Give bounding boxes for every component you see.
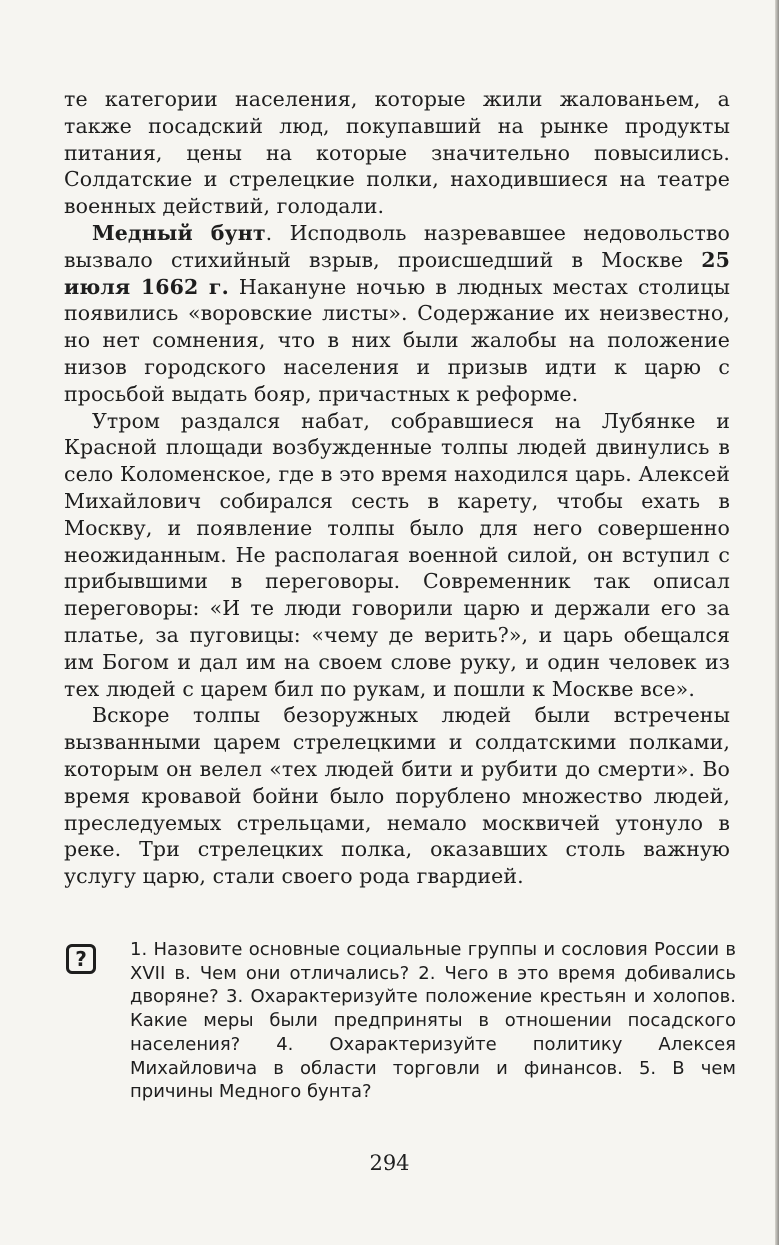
paragraph-3: Утром раздался набат, собравшиеся на Лубянке и Красной площади возбужденные толпы людей двинулись в село Коломенское, где в это время находился царь. Алексей Михайлович собирался сесть в карету, чтобы ехать в Москву, и появление толпы было для него совершенно неожиданным. Не располагая военной силой, он вступил с прибывшими в переговоры. Современник так описал переговоры: «И те люди говорили царю и держали его за платье, за пуговицы: «чему де верить?», и царь обещался им Богом и дал им на своем слове руку, и один человек из тех людей с царем бил по рукам, и пошли к Москве все».	[64, 408, 730, 701]
question-mark-icon: ?	[66, 944, 96, 974]
date-highlight: 25 июля 1662 г.	[64, 247, 730, 299]
paragraph-2-part1: . Исподволь назревавшее недовольство вызвало стихийный взрыв, происшедший в Москве	[64, 220, 730, 272]
paragraph-2	[64, 220, 730, 408]
questions-block	[66, 938, 736, 1104]
section-heading: Медный бунт	[92, 220, 266, 245]
paragraph-4: Вскоре толпы безоружных людей были встречены вызванными царем стрелецкими и солдатскими полками, которым он велел «тех людей бити и рубити до смерти». Во время кровавой бойни было порублено множество людей, преследуемых стрельцами, немало москвичей утонуло в реке. Три стрелецких полка, оказавших столь важную услугу царю, стали своего рода гвардией.	[64, 703, 730, 889]
paragraph-2-part2: Накануне ночью в людных местах столицы появились «воровские листы». Содержание их неизвестно, но нет сомнения, что в них были жалобы на положение низов городского населения и призыв идти к царю с просьбой выдать бояр, причастных к реформе.	[64, 274, 731, 406]
text-body	[64, 86, 730, 890]
page-number: 294	[369, 1151, 410, 1175]
questions-text: 1. Назовите основные социальные группы и сословия России в XVII в. Чем они отличались? 2. Чего в это время добивались дворяне? 3. Охарактеризуйте положение крестьян и холопов. Какие меры были предприняты в отношении посадского населения? 4. Охарактеризуйте политику Алексея Михайловича в области торговли и финансов. 5. В чем причины Медного бунта?	[130, 939, 736, 1103]
page-edge-shadow	[775, 0, 779, 1245]
paragraph-1: те категории населения, которые жили жалованьем, а также посадский люд, покупавший на рынке продукты питания, цены на которые значительно повысились. Солдатские и стрелецкие полки, находившиеся на театре военных действий, голодали.	[64, 87, 730, 219]
